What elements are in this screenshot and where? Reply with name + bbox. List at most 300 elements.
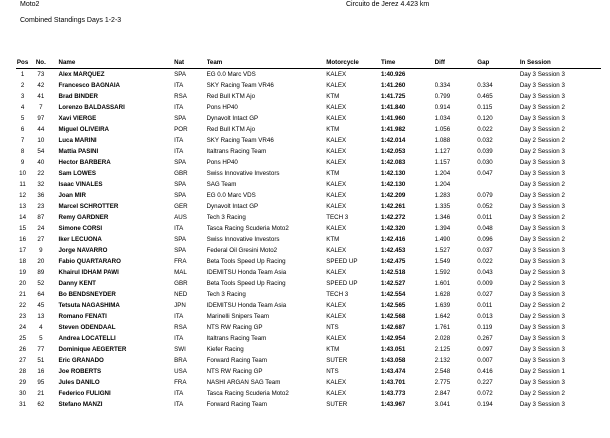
nationality-cell: ITA: [174, 137, 184, 144]
rider-name-cell: Hector BARBERA: [58, 159, 111, 166]
nationality-cell: ITA: [174, 335, 184, 342]
table-row: [16, 124, 601, 135]
gap-cell: [477, 179, 520, 190]
gap-cell: 0.227: [477, 379, 493, 386]
team-cell: IDEMITSU Honda Team Asia: [206, 269, 287, 276]
nationality-cell: GBR: [174, 170, 188, 177]
diff-cell: 2.132: [434, 357, 451, 364]
rider-name-cell: Alex MARQUEZ: [58, 71, 105, 78]
number-cell: 24: [37, 225, 45, 232]
team-cell: Pons HP40: [206, 104, 238, 111]
col-header-pos: Pos: [16, 58, 29, 69]
motorcycle-cell: KALEX: [326, 203, 347, 210]
table-body: [16, 69, 601, 411]
session-cell: Day 3 Session 3: [519, 93, 565, 100]
lap-time-cell: 1:43.058: [380, 357, 406, 364]
pos-cell: 2: [20, 82, 25, 89]
table-row: [16, 366, 601, 377]
team-cell: Red Bull KTM Ajo: [206, 93, 256, 100]
gap-cell: 0.079: [477, 192, 493, 199]
session-cell: Day 3 Session 3: [519, 115, 565, 122]
number-cell: 32: [37, 181, 45, 188]
motorcycle-cell: SPEED UP: [326, 258, 358, 265]
team-cell: NASHI ARGAN SAG Team: [206, 379, 281, 386]
session-cell: Day 2 Session 1: [519, 368, 565, 375]
lap-time-cell: 1:42.527: [380, 280, 406, 287]
lap-time-cell: 1:41.840: [380, 104, 406, 111]
number-cell: 21: [37, 390, 45, 397]
gap-cell: 0.043: [477, 269, 493, 276]
col-header-diff: Diff: [435, 58, 478, 69]
number-cell: 4: [39, 324, 43, 331]
number-cell: 9: [39, 247, 43, 254]
pos-cell: 22: [19, 302, 27, 309]
number-cell: 13: [37, 313, 45, 320]
pos-cell: 15: [19, 225, 27, 232]
team-cell: Tech 3 Racing: [206, 291, 246, 298]
nationality-cell: SPA: [174, 71, 187, 78]
motorcycle-cell: KALEX: [326, 115, 347, 122]
gap-cell: 0.465: [477, 93, 493, 100]
number-cell: 73: [37, 71, 45, 78]
team-cell: Swiss Innovative Investors: [206, 170, 280, 177]
motorcycle-cell: SUTER: [326, 357, 348, 364]
gap-cell: 0.009: [477, 280, 493, 287]
nationality-cell: ITA: [174, 104, 184, 111]
number-cell: 16: [37, 368, 45, 375]
motorcycle-cell: SUTER: [326, 401, 348, 408]
rider-name-cell: Romano FENATI: [58, 313, 107, 320]
team-cell: Beta Tools Speed Up Racing: [206, 280, 286, 287]
number-cell: 89: [37, 269, 45, 276]
col-header-motorcycle: Motorcycle: [326, 58, 381, 69]
rider-name-cell: Miguel OLIVEIRA: [58, 126, 110, 133]
motorcycle-cell: KTM: [326, 170, 340, 177]
rider-name-cell: Francesco BAGNAIA: [58, 82, 121, 89]
motorcycle-cell: KALEX: [326, 225, 347, 232]
col-header-nat: Nat: [174, 58, 206, 69]
diff-cell: 1.549: [434, 258, 451, 265]
diff-cell: 1.592: [434, 269, 451, 276]
pos-cell: 4: [20, 104, 25, 111]
nationality-cell: SPA: [174, 247, 187, 254]
gap-cell: 0.267: [477, 335, 493, 342]
pos-cell: 16: [19, 236, 27, 243]
motorcycle-cell: KALEX: [326, 159, 347, 166]
session-cell: Day 3 Session 3: [519, 379, 565, 386]
rider-name-cell: Xavi VIERGE: [58, 115, 97, 122]
session-cell: Day 3 Session 3: [519, 346, 565, 353]
nationality-cell: SPA: [174, 181, 187, 188]
motorcycle-cell: TECH 3: [326, 214, 349, 221]
number-cell: 5: [39, 335, 43, 342]
standings-table: [16, 58, 601, 410]
gap-cell: 0.022: [477, 126, 493, 133]
team-cell: SKY Racing Team VR46: [206, 82, 274, 89]
number-cell: 97: [37, 115, 45, 122]
diff-cell: 2.028: [434, 335, 451, 342]
team-cell: Dynavolt Intact GP: [206, 203, 259, 210]
motorcycle-cell: KTM: [326, 126, 340, 133]
team-cell: IDEMITSU Honda Team Asia: [206, 302, 287, 309]
lap-time-cell: 1:42.475: [380, 258, 406, 265]
diff-cell: 1.490: [434, 236, 451, 243]
rider-name-cell: Simone CORSI: [58, 225, 103, 232]
table-row: [16, 267, 601, 278]
table-row: [16, 377, 601, 388]
session-cell: Day 2 Session 3: [519, 313, 565, 320]
table-row: [16, 179, 601, 190]
gap-cell: 0.047: [477, 170, 493, 177]
session-cell: Day 3 Session 3: [519, 170, 565, 177]
diff-cell: 1.346: [434, 214, 451, 221]
pos-cell: 11: [19, 181, 26, 188]
pos-cell: 27: [19, 357, 27, 364]
session-cell: Day 3 Session 3: [519, 401, 565, 408]
col-header-gap: Gap: [477, 58, 520, 69]
rider-name-cell: Steven ODENDAAL: [58, 324, 116, 331]
diff-cell: 1.335: [434, 203, 451, 210]
pos-cell: 18: [19, 258, 27, 265]
gap-cell: [477, 69, 520, 81]
team-cell: Pons HP40: [206, 159, 238, 166]
team-cell: EG 0.0 Marc VDS: [206, 192, 256, 199]
motorcycle-cell: KALEX: [326, 302, 347, 309]
nationality-cell: ITA: [174, 148, 184, 155]
lap-time-cell: 1:43.474: [380, 368, 406, 375]
lap-time-cell: 1:42.416: [380, 236, 406, 243]
motorcycle-cell: KALEX: [326, 269, 347, 276]
lap-time-cell: 1:42.014: [380, 137, 406, 144]
team-cell: Swiss Innovative Investors: [206, 236, 280, 243]
table-row: [16, 256, 601, 267]
session-cell: Day 2 Session 2: [519, 137, 565, 144]
nationality-cell: SWI: [174, 346, 186, 353]
motorcycle-cell: KALEX: [326, 137, 347, 144]
gap-cell: 0.011: [477, 214, 493, 221]
session-cell: Day 3 Session 3: [519, 225, 565, 232]
lap-time-cell: 1:42.954: [380, 335, 406, 342]
table-row: [16, 91, 601, 102]
pos-cell: 9: [20, 159, 25, 166]
team-cell: Red Bull KTM Ajo: [206, 126, 256, 133]
table-row: [16, 300, 601, 311]
diff-cell: 1.527: [434, 247, 451, 254]
session-cell: Day 3 Session 2: [519, 236, 565, 243]
table-row: [16, 234, 601, 245]
diff-cell: 2.548: [434, 368, 451, 375]
lap-time-cell: 1:42.320: [380, 225, 406, 232]
diff-cell: 0.334: [434, 82, 451, 89]
rider-name-cell: Marcel SCHROTTER: [58, 203, 119, 210]
gap-cell: 0.097: [477, 346, 493, 353]
table-row: [16, 69, 601, 81]
diff-cell: 2.775: [434, 379, 451, 386]
number-cell: 36: [37, 192, 45, 199]
number-cell: 45: [37, 302, 45, 309]
number-cell: 51: [37, 357, 45, 364]
number-cell: 77: [37, 346, 45, 353]
rider-name-cell: Luca MARINI: [58, 137, 97, 144]
table-row: [16, 399, 601, 410]
table-row: [16, 355, 601, 366]
nationality-cell: RSA: [174, 324, 187, 331]
session-cell: Day 3 Session 2: [519, 104, 565, 111]
table-row: [16, 388, 601, 399]
diff-cell: 1.283: [434, 192, 451, 199]
pos-cell: 30: [19, 390, 27, 397]
gap-cell: 0.039: [477, 148, 493, 155]
session-cell: Day 3 Session 3: [519, 324, 565, 331]
nationality-cell: JPN: [174, 302, 186, 309]
motorcycle-cell: KALEX: [326, 247, 347, 254]
diff-cell: 1.642: [434, 313, 451, 320]
table-row: [16, 245, 601, 256]
rider-name-cell: Khairul IDHAM PAWI: [58, 269, 119, 276]
number-cell: 95: [37, 379, 45, 386]
nationality-cell: SPA: [174, 115, 187, 122]
team-cell: Dynavolt Intact GP: [206, 115, 259, 122]
circuit-name: Circuito de Jerez 4.423 km: [346, 1, 430, 8]
rider-name-cell: Jules DANILO: [58, 379, 100, 386]
rider-name-cell: Federico FULIGNI: [58, 390, 111, 397]
gap-cell: 0.011: [477, 302, 493, 309]
rider-name-cell: Joe ROBERTS: [58, 368, 102, 375]
nationality-cell: FRA: [174, 258, 187, 265]
col-header-time: Time: [381, 58, 435, 69]
diff-cell: 1.204: [434, 181, 451, 188]
nationality-cell: SPA: [174, 159, 187, 166]
table-row: [16, 344, 601, 355]
nationality-cell: AUS: [174, 214, 187, 221]
lap-time-cell: 1:42.554: [380, 291, 406, 298]
session-cell: Day 3 Session 2: [519, 192, 565, 199]
lap-time-cell: 1:43.773: [380, 390, 406, 397]
lap-time-cell: 1:41.725: [380, 93, 406, 100]
rider-name-cell: Fabio QUARTARARO: [58, 258, 121, 265]
rider-name-cell: Danny KENT: [58, 280, 96, 287]
number-cell: 42: [37, 82, 45, 89]
motorcycle-cell: KALEX: [326, 313, 347, 320]
diff-cell: 1.628: [434, 291, 451, 298]
nationality-cell: GBR: [174, 280, 188, 287]
nationality-cell: RSA: [174, 93, 187, 100]
session-cell: Day 3 Session 3: [519, 82, 565, 89]
session-cell: Day 2 Session 3: [519, 269, 565, 276]
nationality-cell: SPA: [174, 236, 187, 243]
team-cell: Italtrans Racing Team: [206, 335, 267, 342]
rider-name-cell: Mattia PASINI: [58, 148, 99, 155]
col-header-session: In Session: [520, 58, 601, 69]
pos-cell: 13: [19, 203, 27, 210]
gap-cell: 0.032: [477, 137, 493, 144]
motorcycle-cell: KALEX: [326, 148, 347, 155]
nationality-cell: ITA: [174, 401, 184, 408]
rider-name-cell: Andrea LOCATELLI: [58, 335, 116, 342]
session-cell: Day 3 Session 3: [519, 357, 565, 364]
gap-cell: 0.007: [477, 357, 493, 364]
motorcycle-cell: NTS: [326, 368, 339, 375]
motorcycle-cell: KALEX: [326, 390, 347, 397]
lap-time-cell: 1:40.926: [380, 71, 406, 78]
team-cell: Tech 3 Racing: [206, 214, 246, 221]
nationality-cell: USA: [174, 368, 187, 375]
diff-cell: 2.847: [434, 390, 451, 397]
table-row: [16, 102, 601, 113]
table-row: [16, 223, 601, 234]
pos-cell: 31: [19, 401, 27, 408]
table-row: [16, 80, 601, 91]
gap-cell: 0.037: [477, 247, 493, 254]
pos-cell: 12: [19, 192, 27, 199]
table-row: [16, 212, 601, 223]
session-cell: Day 2 Session 2: [519, 302, 565, 309]
table-row: [16, 168, 601, 179]
col-header-name: Name: [52, 58, 174, 69]
table-row: [16, 135, 601, 146]
diff-cell: 1.639: [434, 302, 451, 309]
rider-name-cell: Dominique AEGERTER: [58, 346, 127, 353]
diff-cell: 1.127: [434, 148, 451, 155]
motorcycle-cell: KALEX: [326, 71, 347, 78]
pos-cell: 1: [20, 71, 25, 78]
gap-cell: 0.022: [477, 258, 493, 265]
team-cell: Beta Tools Speed Up Racing: [206, 258, 286, 265]
table-row: [16, 322, 601, 333]
table-row: [16, 113, 601, 124]
team-cell: Tasca Racing Scuderia Moto2: [206, 225, 289, 232]
nationality-cell: MAL: [174, 269, 187, 276]
rider-name-cell: Stefano MANZI: [58, 401, 103, 408]
rider-name-cell: Jorge NAVARRO: [58, 247, 108, 254]
number-cell: 64: [37, 291, 45, 298]
number-cell: 44: [37, 126, 45, 133]
diff-cell: 2.125: [434, 346, 451, 353]
motorcycle-cell: KTM: [326, 236, 340, 243]
rider-name-cell: Bo BENDSNEYDER: [58, 291, 116, 298]
lap-time-cell: 1:41.260: [380, 82, 406, 89]
team-cell: Italtrans Racing Team: [206, 148, 267, 155]
diff-cell: 1.394: [434, 225, 451, 232]
motorcycle-cell: SPEED UP: [326, 280, 358, 287]
lap-time-cell: 1:42.053: [380, 148, 406, 155]
table-row: [16, 311, 601, 322]
number-cell: 7: [39, 104, 43, 111]
motorcycle-cell: KTM: [326, 93, 340, 100]
lap-time-cell: 1:41.960: [380, 115, 406, 122]
gap-cell: 0.030: [477, 159, 493, 166]
nationality-cell: ITA: [174, 390, 184, 397]
number-cell: 27: [37, 236, 45, 243]
diff-cell: 3.041: [434, 401, 451, 408]
page-subtitle: Combined Standings Days 1-2-3: [20, 17, 122, 24]
table-row: [16, 201, 601, 212]
table-header-row: [16, 58, 601, 69]
motorcycle-cell: KALEX: [326, 82, 347, 89]
gap-cell: 0.334: [477, 82, 493, 89]
motorcycle-cell: TECH 3: [326, 291, 349, 298]
session-cell: Day 3 Session 3: [519, 71, 565, 78]
motorcycle-cell: KALEX: [326, 335, 347, 342]
number-cell: 41: [37, 93, 45, 100]
gap-cell: 0.096: [477, 236, 493, 243]
nationality-cell: BRA: [174, 357, 187, 364]
lap-time-cell: 1:41.982: [380, 126, 406, 133]
diff-cell: 1.204: [434, 170, 451, 177]
pos-cell: 3: [20, 93, 25, 100]
class-name: Moto2: [20, 1, 40, 8]
diff-cell: 1.601: [434, 280, 451, 287]
number-cell: 22: [37, 170, 45, 177]
team-cell: Forward Racing Team: [206, 357, 267, 364]
number-cell: 62: [37, 401, 45, 408]
gap-cell: 0.048: [477, 225, 493, 232]
table-row: [16, 190, 601, 201]
pos-cell: 19: [19, 269, 27, 276]
rider-name-cell: Brad BINDER: [58, 93, 99, 100]
nationality-cell: ITA: [174, 82, 184, 89]
pos-cell: 26: [19, 346, 27, 353]
team-cell: Federal Oil Gresini Moto2: [206, 247, 278, 254]
lap-time-cell: 1:42.130: [380, 181, 406, 188]
motorcycle-cell: KALEX: [326, 192, 347, 199]
motorcycle-cell: KTM: [326, 346, 340, 353]
lap-time-cell: 1:43.051: [380, 346, 406, 353]
team-cell: Kiefer Racing: [206, 346, 244, 353]
standings-table-container: [16, 58, 601, 410]
diff-cell: 1.034: [434, 115, 451, 122]
gap-cell: 0.119: [477, 324, 493, 331]
nationality-cell: ITA: [174, 225, 184, 232]
table-row: [16, 289, 601, 300]
team-cell: Marinelli Snipers Team: [206, 313, 270, 320]
col-header-team: Team: [207, 58, 327, 69]
col-header-number: No.: [29, 58, 52, 69]
motorcycle-cell: NTS: [326, 324, 339, 331]
number-cell: 23: [37, 203, 45, 210]
pos-cell: 25: [19, 335, 27, 342]
session-cell: Day 3 Session 3: [519, 291, 565, 298]
team-cell: Forward Racing Team: [206, 401, 267, 408]
session-cell: Day 3 Session 2: [519, 126, 565, 133]
diff-cell: 1.056: [434, 126, 451, 133]
table-row: [16, 146, 601, 157]
pos-cell: 5: [20, 115, 25, 122]
rider-name-cell: Iker LECUONA: [58, 236, 102, 243]
session-cell: Day 2 Session 2: [519, 390, 565, 397]
motorcycle-cell: KALEX: [326, 181, 347, 188]
rider-name-cell: Isaac VINALES: [58, 181, 103, 188]
rider-name-cell: Sam LOWES: [58, 170, 96, 177]
lap-time-cell: 1:43.701: [380, 379, 406, 386]
session-cell: Day 3 Session 3: [519, 203, 565, 210]
lap-time-cell: 1:42.130: [380, 170, 406, 177]
number-cell: 20: [37, 258, 45, 265]
session-cell: Day 3 Session 3: [519, 258, 565, 265]
lap-time-cell: 1:42.083: [380, 159, 406, 166]
gap-cell: 0.013: [477, 313, 493, 320]
session-cell: Day 3 Session 3: [519, 335, 565, 342]
table-row: [16, 333, 601, 344]
rider-name-cell: Joan MIR: [58, 192, 86, 199]
lap-time-cell: 1:42.518: [380, 269, 406, 276]
rider-name-cell: Tetsuta NAGASHIMA: [58, 302, 120, 309]
nationality-cell: GER: [174, 203, 188, 210]
gap-cell: 0.115: [477, 104, 493, 111]
lap-time-cell: 1:42.568: [380, 313, 406, 320]
session-cell: Day 2 Session 3: [519, 280, 565, 287]
rider-name-cell: Lorenzo BALDASSARI: [58, 104, 125, 111]
